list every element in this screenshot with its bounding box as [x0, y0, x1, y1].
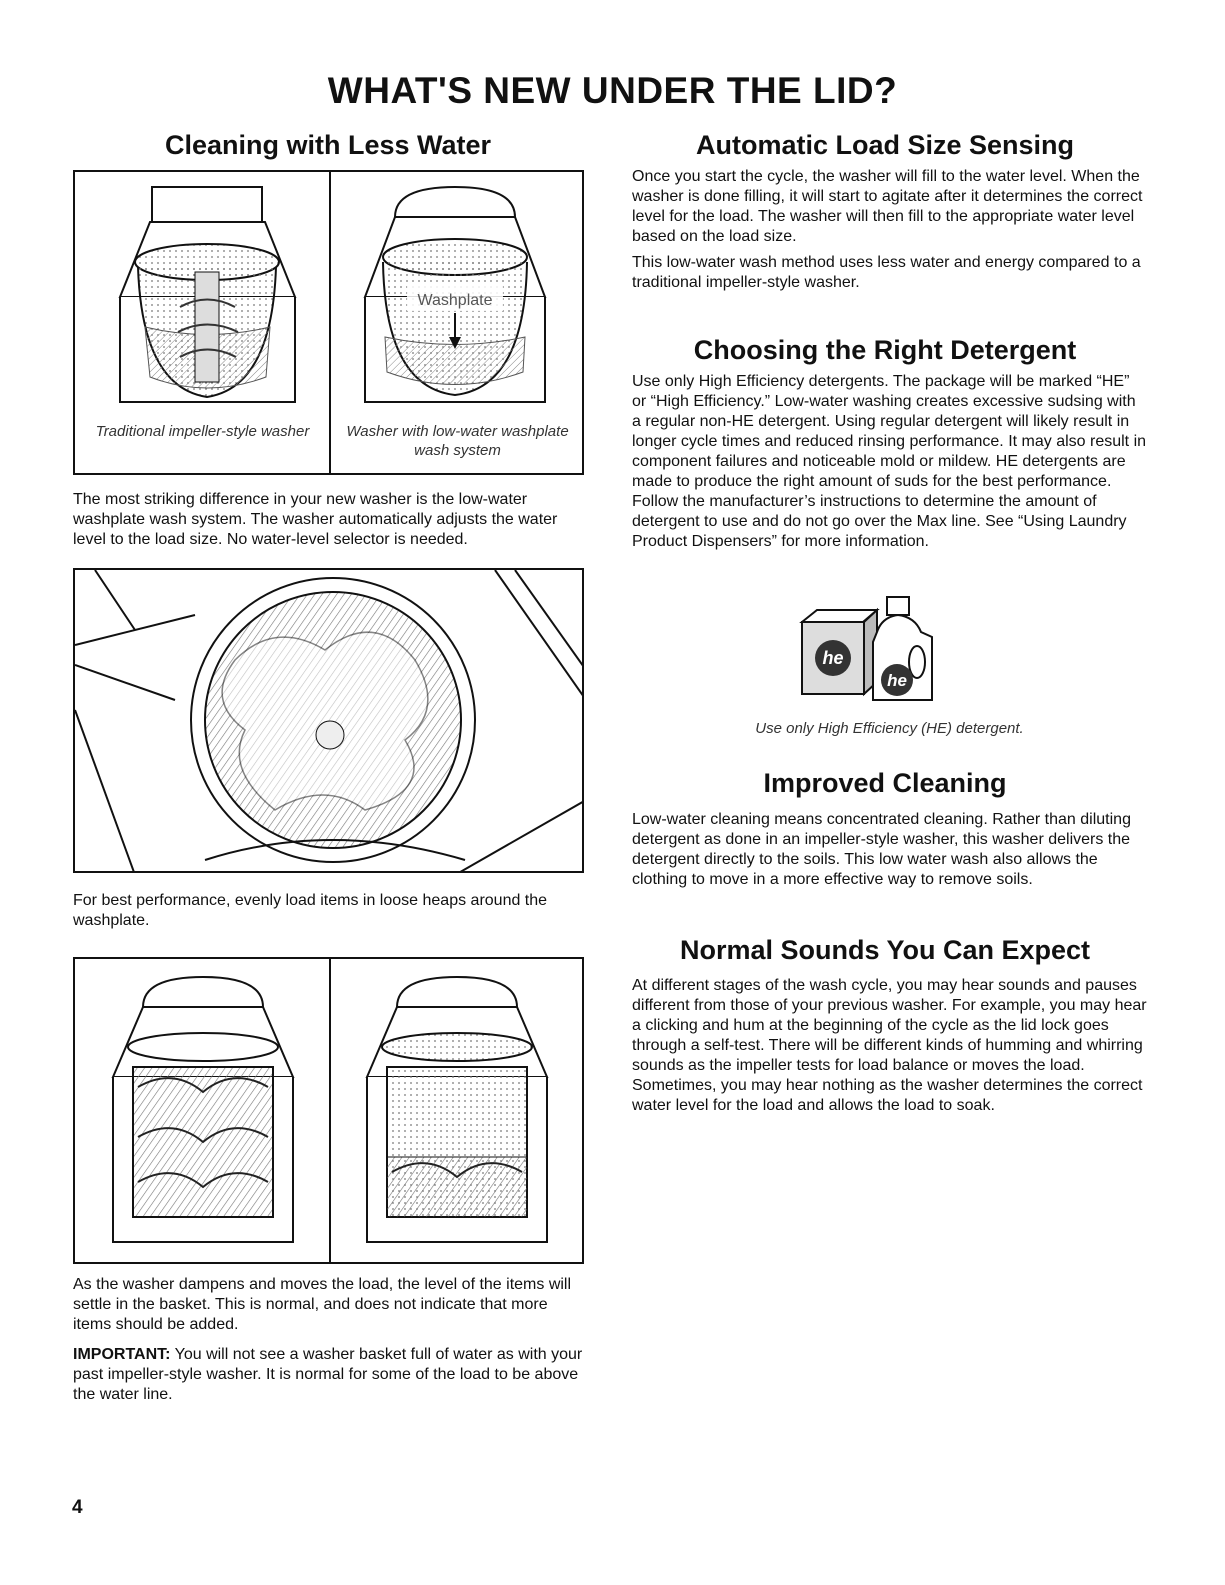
paragraph-important	[73, 1345, 588, 1405]
paragraph-load-sensing-2: This low-water wash method uses less water and energy compared to a traditional impeller-style washer.	[632, 254, 1141, 291]
washplate-washer-illustration	[345, 177, 585, 437]
paragraph-detergent: Use only High Efficiency detergents. The package will be marked “HE” or “High Efficiency.” Low-water washing creates excessive sudsing with a regular non-HE detergent. Using regular detergent will likely result in longer cycle times and reduced rinsing performance. It may also result in component failures and noticeable mold or mildew. HE detergents are made to produce the right amount of suds for the best performance. Follow the manufacturer’s instructions to determine the amount of detergent to use and do not go over the Max line. See “Using Laundry Product Dispensers” for more information.	[632, 373, 1147, 550]
settling-before-illustration	[83, 967, 323, 1257]
important-text: You will not see a washer basket full of water as with your past impeller-style washer. It is normal for some of the load to be above the water line.	[73, 1346, 583, 1403]
heading-improved-cleaning: Improved Cleaning	[763, 768, 1007, 798]
heading-load-size-sensing: Automatic Load Size Sensing	[695, 130, 1075, 160]
caption-washplate-washer: Washer with low-water washplate wash system	[346, 423, 569, 459]
loaded-basket-illustration	[75, 570, 584, 873]
impeller-washer-illustration	[90, 177, 340, 437]
he-logo-bottle: he	[887, 671, 907, 690]
paragraph-best-performance: For best performance, evenly load items in loose heaps around the washplate.	[73, 892, 548, 929]
heading-cleaning-less-water: Cleaning with Less Water	[164, 130, 492, 160]
he-logo-box: he	[822, 648, 844, 668]
he-detergent-illustration	[797, 592, 957, 707]
paragraph-striking-difference: The most striking difference in your new washer is the low-water washplate wash system. The washer automatically adjusts the water level to the load size. No water-level selector is needed.	[73, 491, 558, 548]
figure-load-settling	[73, 957, 584, 1264]
figure-loaded-basket	[73, 568, 584, 873]
washplate-label: Washplate	[417, 292, 493, 309]
caption-traditional-washer: Traditional impeller-style washer	[95, 423, 310, 440]
paragraph-improved-cleaning: Low-water cleaning means concentrated cleaning. Rather than diluting detergent as done in an impeller-style washer, this washer delivers the detergent directly to the soils. This low water wash also allows the clothing to move in a more effective way to remove soils.	[632, 811, 1131, 888]
heading-right-detergent: Choosing the Right Detergent	[693, 335, 1077, 365]
paragraph-load-sensing-1: Once you start the cycle, the washer will fill to the water level. When the washer is done filling, it will start to agitate after it determines the correct level for the load. The washer will then fill to the appropriate water level based on the load size.	[632, 168, 1143, 245]
paragraph-dampens-load: As the washer dampens and moves the load, the level of the items will settle in the basket. This is normal, and does not indicate that more items should be added.	[73, 1276, 572, 1333]
important-label: IMPORTANT:	[73, 1346, 171, 1363]
page-title: WHAT'S NEW UNDER THE LID?	[327, 70, 898, 111]
heading-normal-sounds: Normal Sounds You Can Expect	[679, 935, 1091, 965]
paragraph-normal-sounds: At different stages of the wash cycle, you may hear sounds and pauses different from those of your previous washer. For example, you may hear a clicking and hum at the beginning of the cycle as the lid lock goes through a self-test. There will be different kinds of humming and whirring sounds as the impeller tests for load balance or moves the load. Sometimes, you may hear nothing as the washer determines the correct water level for the load and allows the load to soak.	[632, 977, 1147, 1114]
figure-washer-comparison	[73, 170, 584, 475]
settling-after-illustration	[337, 967, 577, 1257]
caption-he-detergent: Use only High Efficiency (HE) detergent.	[755, 720, 1024, 737]
page-number: 4	[72, 1497, 83, 1518]
